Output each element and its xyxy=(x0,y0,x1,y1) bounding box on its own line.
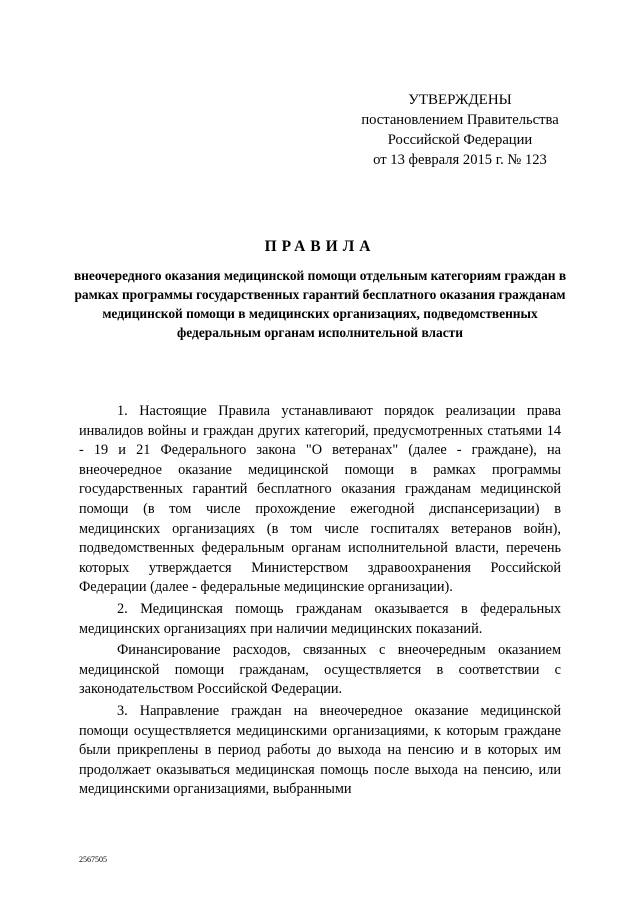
approval-line-country: Российской Федерации xyxy=(387,132,533,148)
approval-line-date: от 13 февраля 2015 г. № 123 xyxy=(373,152,547,168)
paragraph-2: 2. Медицинская помощь гражданам оказывается в федеральных медицинских организациях при наличии медицинских показаний. xyxy=(79,600,561,637)
document-title: ПРАВИЛА xyxy=(264,238,376,255)
approval-line-resolution: постановлением Правительства xyxy=(361,112,559,128)
approval-block xyxy=(330,90,590,170)
approval-title: УТВЕРЖДЕНЫ xyxy=(408,92,512,108)
document-number: 2567505 xyxy=(79,855,107,864)
paragraph-1: 1. Настоящие Правила устанавливают порядок реализации права инвалидов войны и граждан других категорий, предусмотренных статьями 14 - 19 и 21 Федерального закона "О ветеранах" (далее - граждане), на внеочередное оказание медицинской помощи в рамках программы государственных гарантий бесплатного оказания гражданам медицинской помощи (в том числе прохождение ежегодной диспансеризации) в медицинских организациях (в том числе госпиталях ветеранов войн), подведомственных федеральным органам исполнительной власти, перечень которых утверждается Министерством здравоохранения Российской Федерации (далее - федеральные медицинские организации). xyxy=(79,403,561,596)
document-body xyxy=(79,402,561,802)
paragraph-3: 3. Направление граждан на внеочередное оказание медицинской помощи осуществляется медицинскими организациями, к которым граждане были прикреплены в период работы до выхода на пенсию и в которых им продолжает оказываться медицинская помощь после выхода на пенсию, или медицинскими организациями, выбранными xyxy=(79,702,561,798)
paragraph-financing: Финансирование расходов, связанных с внеочередным оказанием медицинской помощи гражданам, осуществляется в соответствии с законодательством Российской Федерации. xyxy=(79,642,561,698)
document-subtitle: внеочередного оказания медицинской помощи отдельным категориям граждан в рамках программы государственных гарантий бесплатного оказания гражданам медицинской помощи в медицинских организациях, подведомственных федеральным органам исполнительной власти xyxy=(73,268,567,340)
